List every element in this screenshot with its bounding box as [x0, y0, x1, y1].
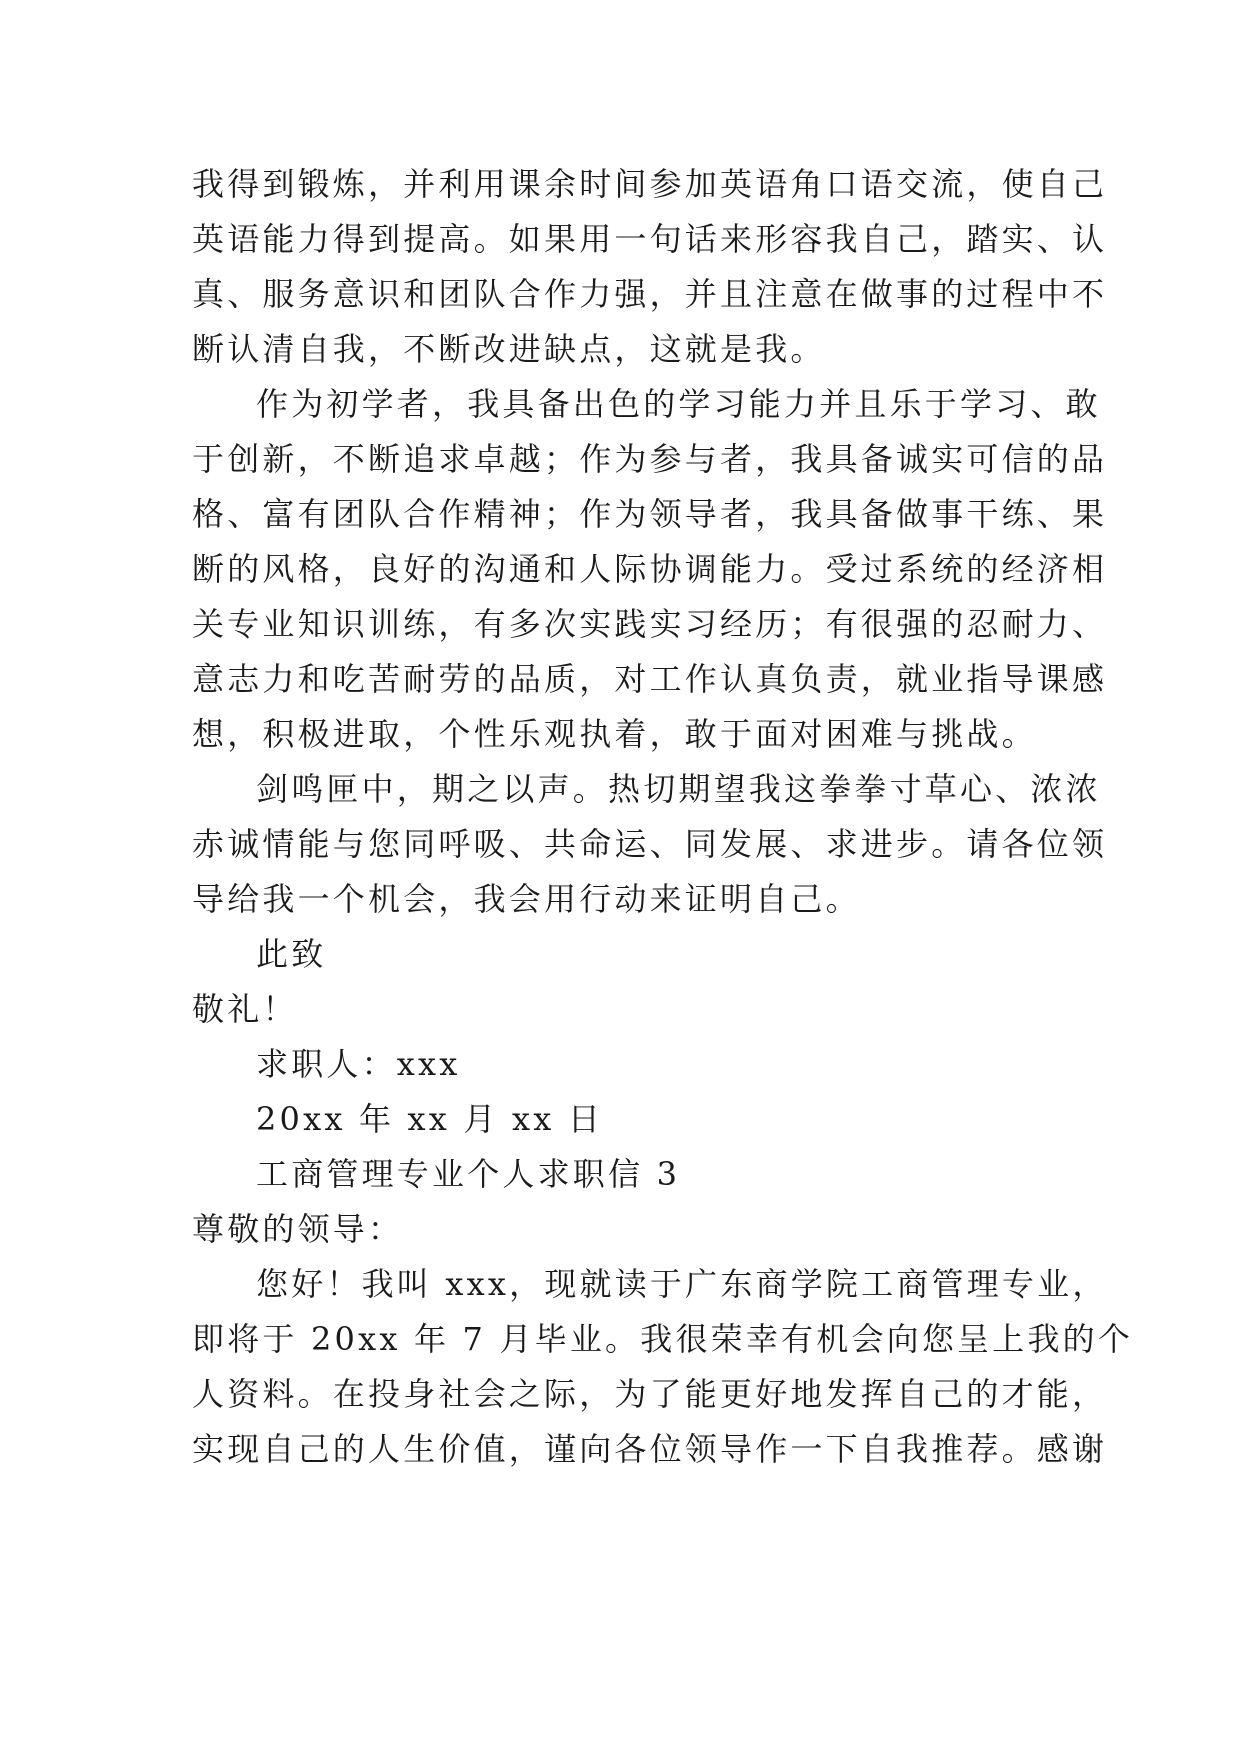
paragraph-1-line-3: 真、服务意识和团队合作力强，并且注意在做事的过程中不: [192, 275, 1108, 313]
paragraph-2-line-3: 格、富有团队合作精神；作为领导者，我具备做事干练、果: [192, 495, 1108, 533]
paragraph-2-line-5: 关专业知识训练，有多次实践实习经历；有很强的忍耐力、: [192, 605, 1108, 643]
paragraph-4-line-1: 您好！我叫 xxx，现就读于广东商学院工商管理专业，: [256, 1265, 1108, 1303]
paragraph-2-line-6: 意志力和吃苦耐劳的品质，对工作认真负责，就业指导课感: [192, 660, 1108, 698]
paragraph-2-line-2: 于创新，不断追求卓越；作为参与者，我具备诚实可信的品: [192, 440, 1108, 478]
signature-text: 求职人：xxx: [256, 1045, 461, 1083]
paragraph-3-line-3: 导给我一个机会，我会用行动来证明自己。: [192, 880, 861, 918]
paragraph-3-line-1: 剑鸣匣中，期之以声。热切期望我这拳拳寸草心、浓浓: [256, 770, 1101, 808]
date-text: 20xx 年 xx 月 xx 日: [256, 1100, 604, 1138]
paragraph-1-line-4: 断认清自我，不断改进缺点，这就是我。: [192, 330, 826, 368]
closing-text: 此致: [256, 935, 327, 973]
paragraph-2-line-1: 作为初学者，我具备出色的学习能力并且乐于学习、敢: [256, 385, 1101, 423]
paragraph-2-line-4: 断的风格，良好的沟通和人际协调能力。受过系统的经济相: [192, 550, 1108, 588]
paragraph-2-line-7: 想，积极进取，个性乐观执着，敢于面对困难与挑战。: [192, 715, 1037, 753]
paragraph-4-line-4: 实现自己的人生价值，谨向各位领导作一下自我推荐。感谢: [192, 1430, 1108, 1468]
paragraph-1-line-2: 英语能力得到提高。如果用一句话来形容我自己，踏实、认: [192, 220, 1108, 258]
paragraph-1-line-1: 我得到锻炼，并利用课余时间参加英语角口语交流，使自己: [192, 165, 1108, 203]
salute-text: 敬礼！: [192, 990, 298, 1028]
paragraph-4-line-2: 即将于 20xx 年 7 月毕业。我很荣幸有机会向您呈上我的个: [192, 1320, 1134, 1358]
paragraph-3-line-2: 赤诚情能与您同呼吸、共命运、同发展、求进步。请各位领: [192, 825, 1108, 863]
paragraph-4-line-3: 人资料。在投身社会之际，为了能更好地发挥自己的才能，: [192, 1375, 1108, 1413]
section-title: 工商管理专业个人求职信 3: [256, 1155, 681, 1193]
greeting-text: 尊敬的领导：: [192, 1210, 404, 1248]
